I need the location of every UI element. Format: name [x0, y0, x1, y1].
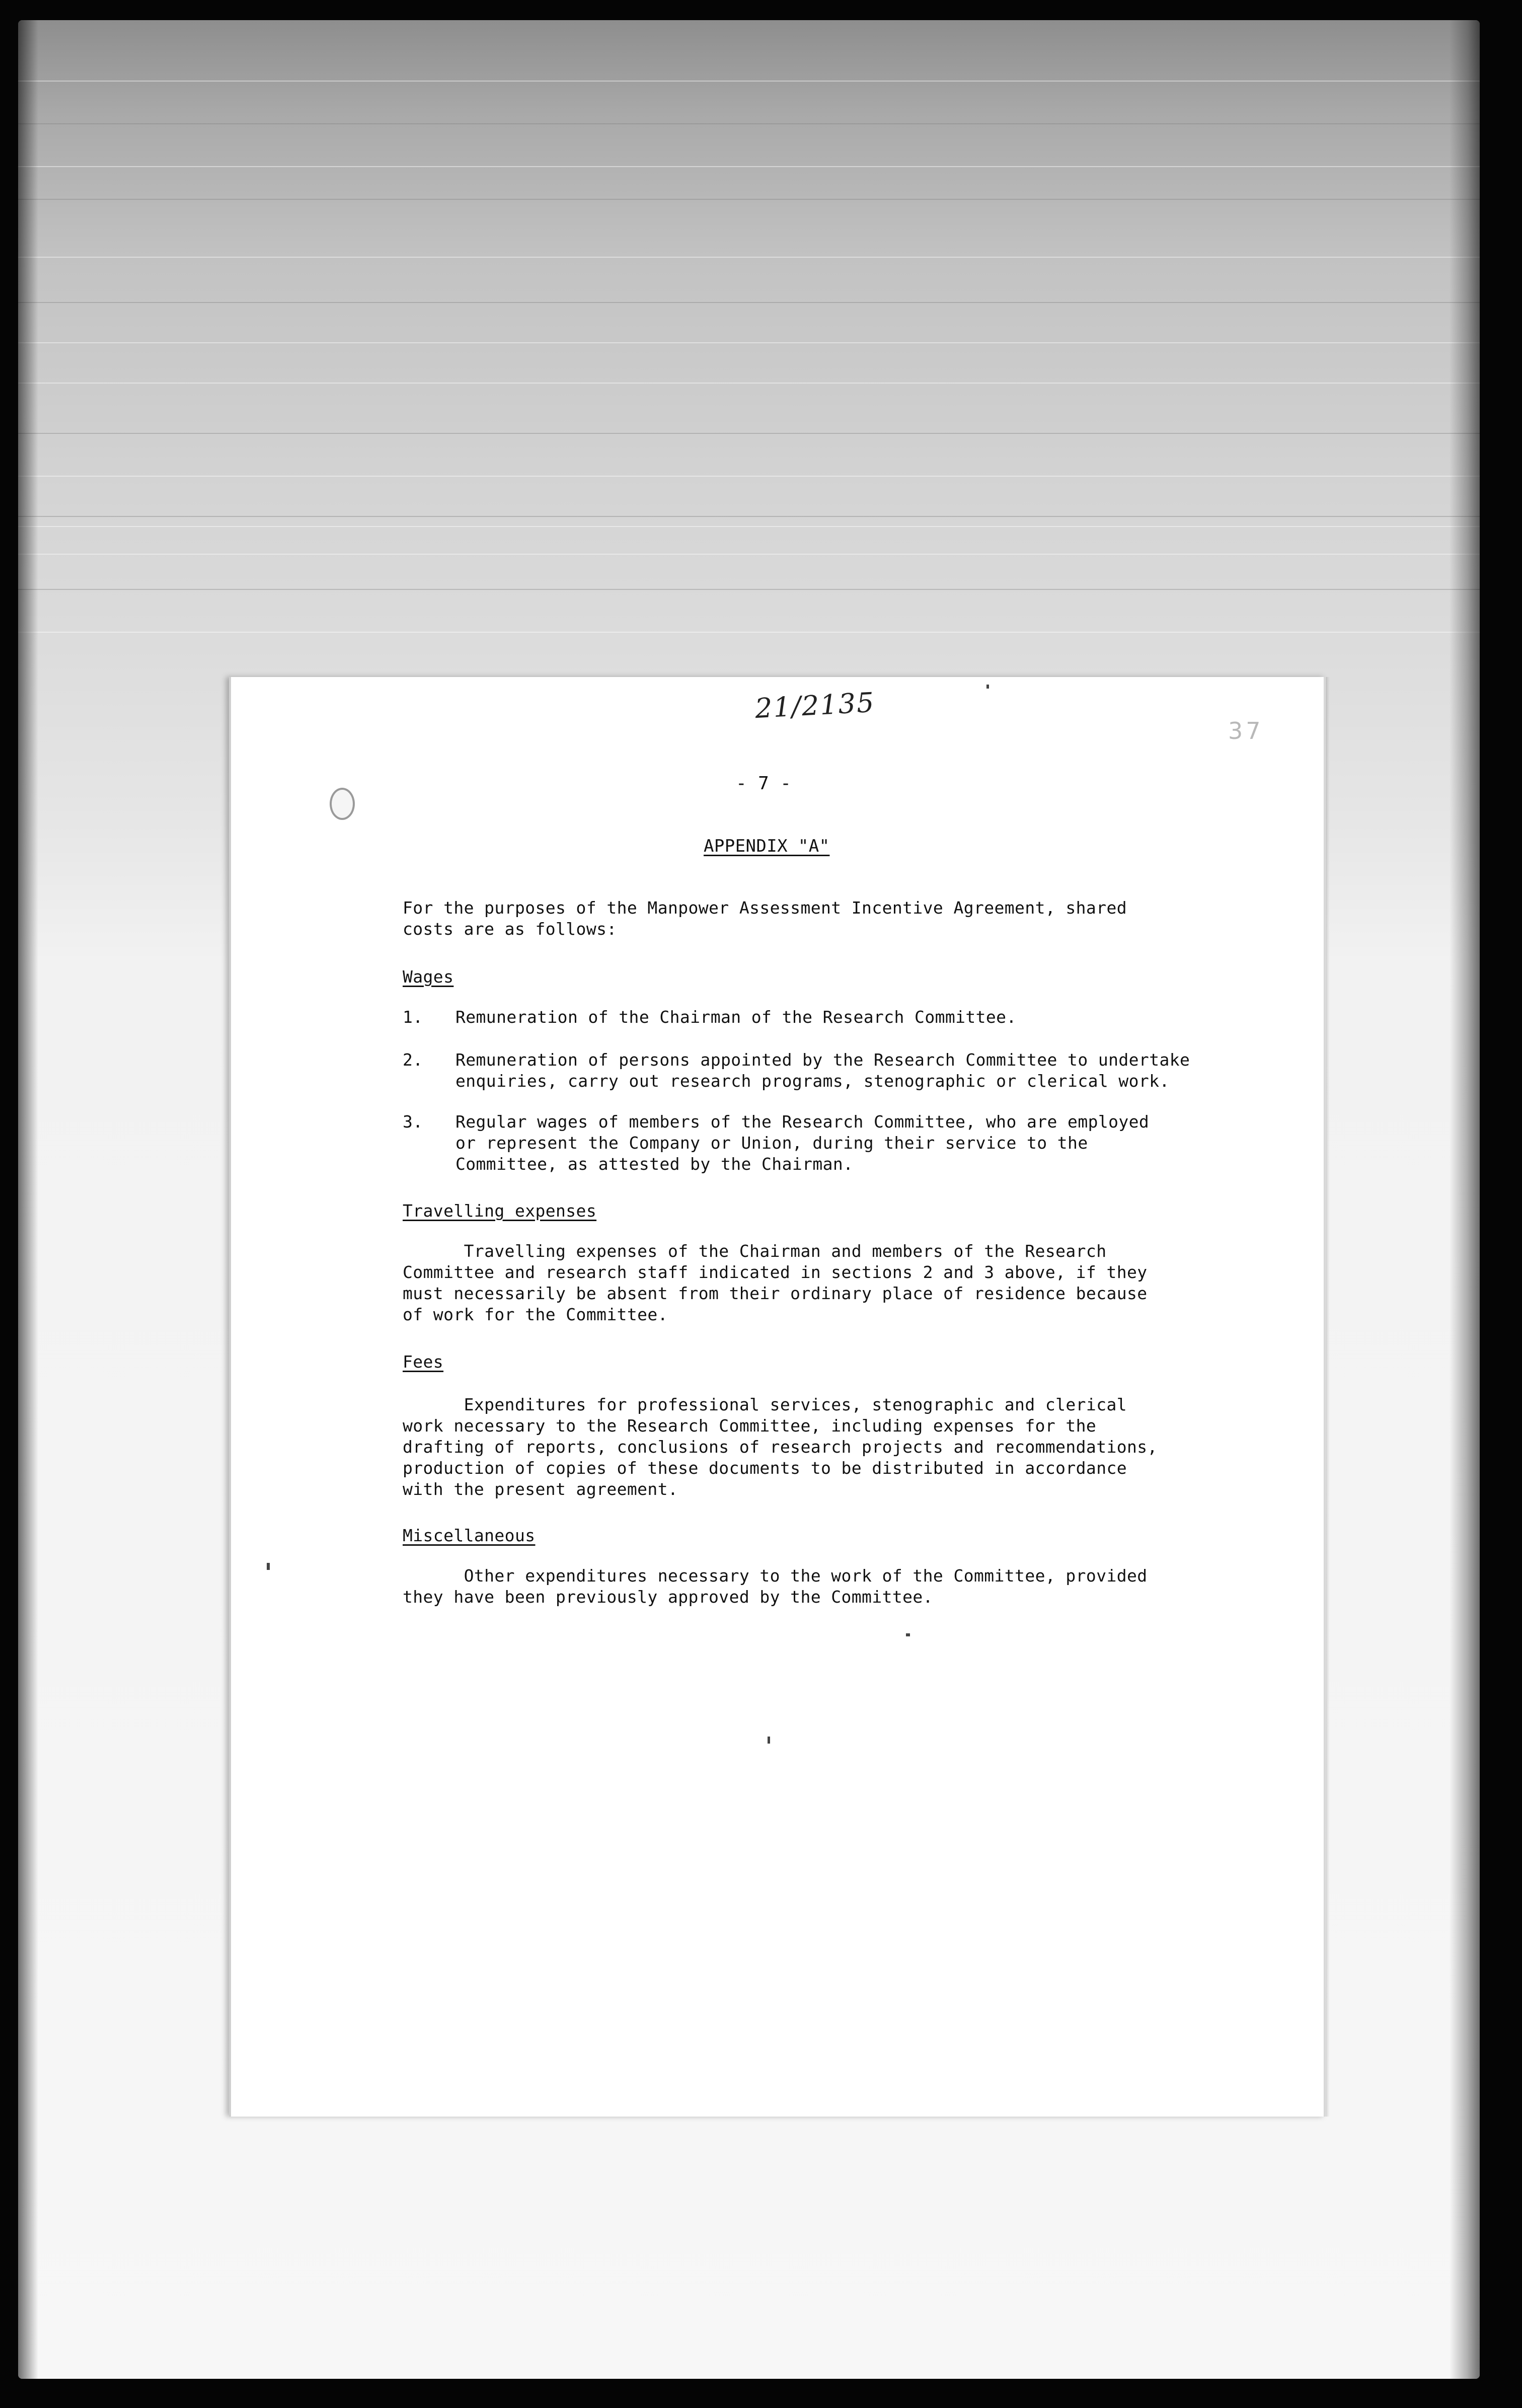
page-number: - 7 -	[736, 773, 792, 794]
wages-heading: Wages	[403, 967, 454, 987]
film-speck	[768, 1737, 770, 1744]
film-speck	[906, 1633, 910, 1636]
wages-item-3-line-1: Regular wages of members of the Research Committee, who are employed	[455, 1112, 1150, 1132]
wages-item-2-number: 2.	[403, 1050, 423, 1070]
film-speck	[986, 685, 989, 689]
miscellaneous-line-2: they have been previously approved by the Committee.	[403, 1587, 933, 1607]
wages-item-1-number: 1.	[403, 1007, 423, 1027]
wages-item-2-line-1: Remuneration of persons appointed by the Research Committee to undertake	[455, 1050, 1190, 1070]
wages-item-3-line-2: or represent the Company or Union, during their service to the	[455, 1133, 1088, 1153]
miscellaneous-line-1: Other expenditures necessary to the work of the Committee, provided	[403, 1566, 1148, 1586]
intro-line-1: For the purposes of the Manpower Assessment Incentive Agreement, shared	[403, 898, 1127, 918]
travelling-line-1: Travelling expenses of the Chairman and members of the Research	[403, 1241, 1107, 1261]
page-edge-shadow	[1324, 677, 1330, 2117]
fees-line-5: with the present agreement.	[403, 1479, 678, 1499]
travelling-line-2: Committee and research staff indicated in sections 2 and 3 above, if they	[403, 1262, 1148, 1282]
film-speck	[267, 1563, 270, 1570]
fees-line-1: Expenditures for professional services, stenographic and clerical	[403, 1395, 1127, 1414]
fees-line-2: work necessary to the Research Committee, including expenses for the	[403, 1416, 1097, 1436]
fees-heading: Fees	[403, 1352, 444, 1372]
miscellaneous-heading: Miscellaneous	[403, 1526, 536, 1545]
faint-corner-mark: 37	[1228, 717, 1264, 744]
travelling-heading: Travelling expenses	[403, 1201, 597, 1221]
fees-line-3: drafting of reports, conclusions of research projects and recommendations,	[403, 1437, 1158, 1457]
appendix-title: APPENDIX "A"	[704, 836, 830, 856]
handwritten-reference: 21/2135	[754, 686, 876, 725]
wages-item-2-line-2: enquiries, carry out research programs, stenographic or clerical work.	[455, 1071, 1170, 1091]
film-right-shadow	[1450, 20, 1480, 2379]
punch-hole	[330, 788, 355, 820]
travelling-line-4: of work for the Committee.	[403, 1305, 668, 1324]
film-left-shadow	[18, 20, 38, 2379]
travelling-line-3: must necessarily be absent from their ordinary place of residence because	[403, 1284, 1148, 1303]
intro-line-2: costs are as follows:	[403, 919, 617, 939]
fees-line-4: production of copies of these documents to be distributed in accordance	[403, 1458, 1127, 1478]
wages-item-3-line-3: Committee, as attested by the Chairman.	[455, 1154, 854, 1174]
wages-item-1-line-1: Remuneration of the Chairman of the Research Committee.	[455, 1007, 1017, 1027]
wages-item-3-number: 3.	[403, 1112, 423, 1132]
